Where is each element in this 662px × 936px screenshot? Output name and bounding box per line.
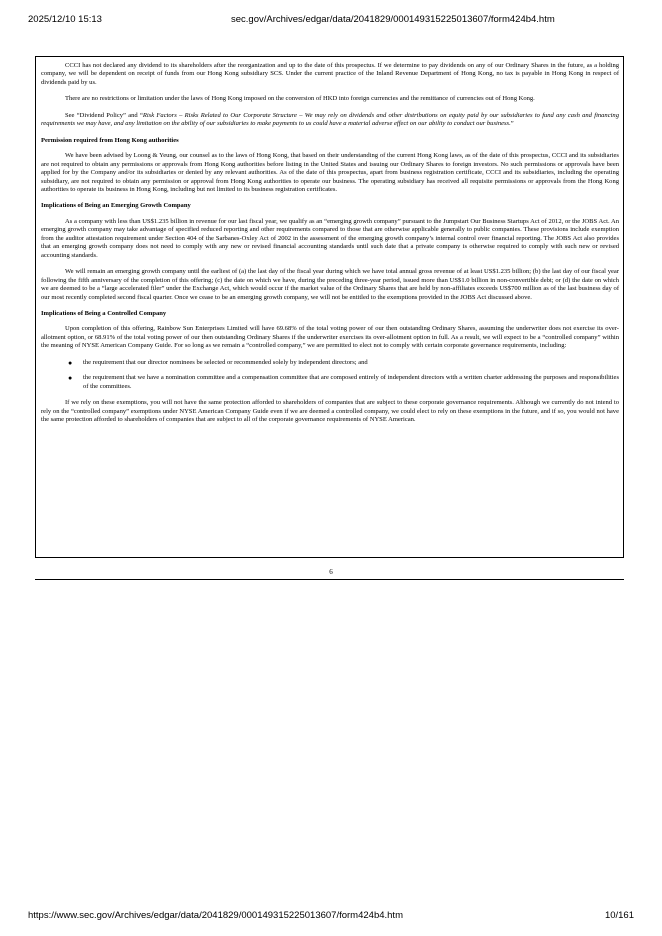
bullet-icon: ● bbox=[68, 374, 73, 383]
list-item-text: the requirement that we have a nomination committee and a compensation committee that are composed entirely of independent directors with a written charter addressing the purposes and responsibilities of the committees. bbox=[83, 374, 619, 390]
print-datetime: 2025/12/10 15:13 bbox=[28, 14, 102, 25]
paragraph-controlled-company: Upon completion of this offering, Rainbow Sun Enterprises Limited will have 69.68% of the total voting power of our then outstanding Ordinary Shares, assuming the underwriter does not exercise its over-allotment option, or 68.91% of the total voting power of our then outstanding Ordinary Shares if the underwriter exercises its over-allotment option in full. As a result, we will expect to be a “controlled company” within the meaning of NYSE American Company Guide. For so long as we remain a “controlled company,” we are permitted to elect not to comply with certain corporate governance requirements, including: bbox=[41, 325, 619, 350]
list-item bbox=[41, 359, 619, 367]
heading-emerging-growth-company: Implications of Being an Emerging Growth Company bbox=[41, 202, 191, 210]
print-page-counter: 10/161 bbox=[604, 910, 634, 921]
paragraph-exemptions-reliance: If we rely on these exemptions, you will not have the same protection afforded to shareholders of companies that are subject to these corporate governance requirements. Although we currently do not intend to rely on the “controlled company” exemptions under NYSE American Company Guide even if we are deemed a controlled company, we could elect to rely on these exemptions in the future, and if so, you would not have the same protection afforded to shareholders of companies that are subject to all of the corporate governance requirements of NYSE American. bbox=[41, 399, 619, 424]
bullet-icon: ● bbox=[68, 358, 73, 367]
see-references-prefix: See “Dividend Policy” and “ bbox=[65, 111, 143, 119]
paragraph-dividends: CCCI has not declared any dividend to its shareholders after the reorganization and up to the date of this prospectus. If we determine to pay dividends on any of our Ordinary Shares in the future, as a holding company, we will be dependent on receipt of funds from our Hong Kong subsidiary SCS. Under the current practice of the Inland Revenue Department of Hong Kong, no tax is payable in Hong Kong in respect of dividends paid by us. bbox=[41, 62, 619, 86]
list-item-text: the requirement that our director nominees be selected or recommended solely by independent directors; and bbox=[83, 358, 368, 366]
governance-exemptions-list bbox=[41, 359, 619, 391]
print-header bbox=[28, 14, 634, 28]
paragraph-permission: We have been advised by Loong & Yeung, our counsel as to the laws of Hong Kong, that based on their understanding of the current Hong Kong laws, as of the date of this prospectus, CCCI and its subsidiaries are not required to obtain any permissions or approvals from Hong Kong authorities before listing in the United States and issuing our Ordinary Shares to foreign investors. No such permissions or approvals have been applied for by the Company and/or its subsidiaries or denied by any relevant authorities. As of the date of this prospectus, apart from business registration certificate, CCCI and its subsidiaries, including the operating subsidiary, are not required to obtain any permission or approval from Hong Kong authorities to operate our business. The operating subsidiary has received all requisite permissions or approvals from the Hong Kong authorities to operate its business in Hong Kong, including but not limited to its business registration certificates. bbox=[41, 152, 619, 193]
page-number: 6 bbox=[329, 568, 333, 576]
print-footer-url: https://www.sec.gov/Archives/edgar/data/2041829/000149315225013607/form424b4.htm bbox=[28, 910, 403, 921]
paragraph-currency-restrictions: There are no restrictions or limitation under the laws of Hong Kong imposed on the conversion of HKD into foreign currencies and the remittance of currencies out of Hong Kong. bbox=[65, 95, 535, 103]
paragraph-egc-qualification: As a company with less than US$1.235 billion in revenue for our last fiscal year, we qualify as an “emerging growth company” pursuant to the Jumpstart Our Business Startups Act of 2012, or the JOBS Act. An emerging growth company may take advantage of specified reduced reporting and other requirements compared to those that are otherwise applicable generally to public companies. These provisions include exemption from the auditor attestation requirement under Section 404 of the Sarbanes-Oxley Act of 2002 in the assessment of the emerging growth company’s internal control over financial reporting. The JOBS Act also provides that an emerging growth company does not need to comply with any new or revised financial accounting standards until such date that a private company is otherwise required to comply with such new or revised accounting standards. bbox=[41, 217, 619, 259]
print-page-title: sec.gov/Archives/edgar/data/2041829/000149315225013607/form424b4.htm bbox=[231, 14, 555, 25]
heading-controlled-company: Implications of Being a Controlled Company bbox=[41, 309, 167, 317]
print-footer bbox=[28, 910, 634, 924]
page-divider bbox=[35, 579, 624, 580]
heading-permission-hong-kong: Permission required from Hong Kong authorities bbox=[41, 136, 179, 144]
list-item bbox=[41, 374, 619, 391]
paragraph-see-references bbox=[41, 112, 619, 129]
prospectus-content-box bbox=[35, 56, 624, 558]
paragraph-egc-duration: We will remain an emerging growth company until the earliest of (a) the last day of the fiscal year during which we have total annual gross revenue of at least US$1.235 billion; (b) the last day of our fiscal year following the fifth anniversary of the completion of this offering; (c) the date on which we have, during the preceding three-year period, issued more than US$1.0 billion in non-convertible debt; or (d) the date on which we are deemed to be a “large accelerated filer” under the Exchange Act, which would occur if the market value of the Ordinary Shares that are held by non-affiliates exceeds US$700 million as of the last business day of our most recently completed second fiscal quarter. Once we cease to be an emerging growth company, we will not be entitled to the exemptions provided in the JOBS Act discussed above. bbox=[41, 268, 619, 301]
risk-factors-reference: Risk Factors – Risks Related to Our Corporate Structure – We may rely on dividends and other distributions on equity paid by our subsidiaries to fund any cash and financing requirements we may have, and any limitation on the ability of our subsidiaries to make payments to us could have a material adverse effect on our ability to conduct our business. bbox=[41, 111, 619, 128]
see-references-suffix: ” bbox=[510, 120, 514, 128]
